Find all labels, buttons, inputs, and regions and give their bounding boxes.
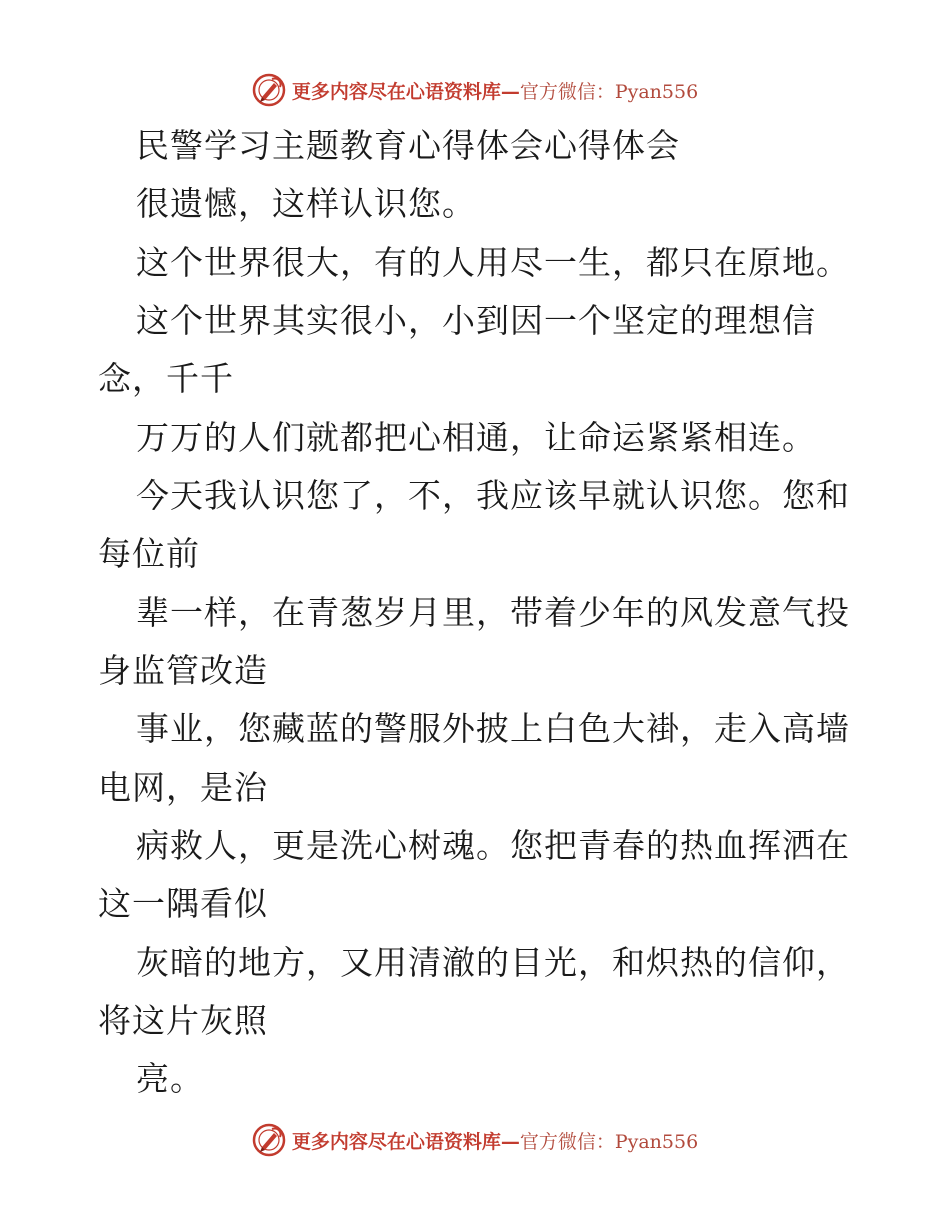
footer-banner <box>0 1120 950 1160</box>
paragraph-line: 灰暗的地方，又用清澈的目光，和炽热的信仰， <box>136 943 850 982</box>
banner-main-text: 更多内容尽在心语资料库 <box>291 1130 501 1153</box>
paragraph-line: 将这片灰照 <box>98 1001 268 1040</box>
banner-main-text: 更多内容尽在心语资料库 <box>291 80 501 103</box>
pen-nib-logo-icon <box>252 73 286 107</box>
header-banner-text <box>292 77 698 104</box>
banner-wechat-text: 官方微信：Pyan556 <box>519 80 699 103</box>
banner-separator: — <box>500 1130 520 1153</box>
header-banner <box>0 70 950 110</box>
paragraph-line: 电网，是治 <box>98 768 268 807</box>
paragraph-line: 这一隅看似 <box>98 884 268 923</box>
footer-banner-text <box>292 1127 698 1154</box>
paragraph-line: 今天我认识您了，不，我应该早就认识您。您和 <box>136 476 850 515</box>
paragraph-line: 身监管改造 <box>98 651 268 690</box>
paragraph-line: 事业，您藏蓝的警服外披上白色大褂，走入高墙 <box>136 709 850 748</box>
banner-separator: — <box>500 80 520 103</box>
footer-banner-inner <box>252 1123 698 1157</box>
paragraph-line: 念，千千 <box>98 359 234 398</box>
paragraph-line: 这个世界很大，有的人用尽一生，都只在原地。 <box>136 243 850 282</box>
paragraph-line: 每位前 <box>98 534 200 573</box>
header-banner-inner <box>252 73 698 107</box>
paragraph-line: 万万的人们就都把心相通，让命运紧紧相连。 <box>136 418 816 457</box>
pen-nib-logo-icon <box>252 1123 286 1157</box>
paragraph-line: 很遗憾，这样认识您。 <box>136 184 476 223</box>
banner-wechat-text: 官方微信：Pyan556 <box>519 1130 699 1153</box>
paragraph-line: 亮。 <box>136 1059 204 1098</box>
document-title: 民警学习主题教育心得体会心得体会 <box>136 126 680 165</box>
paragraph-line: 病救人，更是洗心树魂。您把青春的热血挥洒在 <box>136 826 850 865</box>
paragraph-line: 这个世界其实很小，小到因一个坚定的理想信 <box>136 301 816 340</box>
paragraph-line: 辈一样，在青葱岁月里，带着少年的风发意气投 <box>136 593 850 632</box>
